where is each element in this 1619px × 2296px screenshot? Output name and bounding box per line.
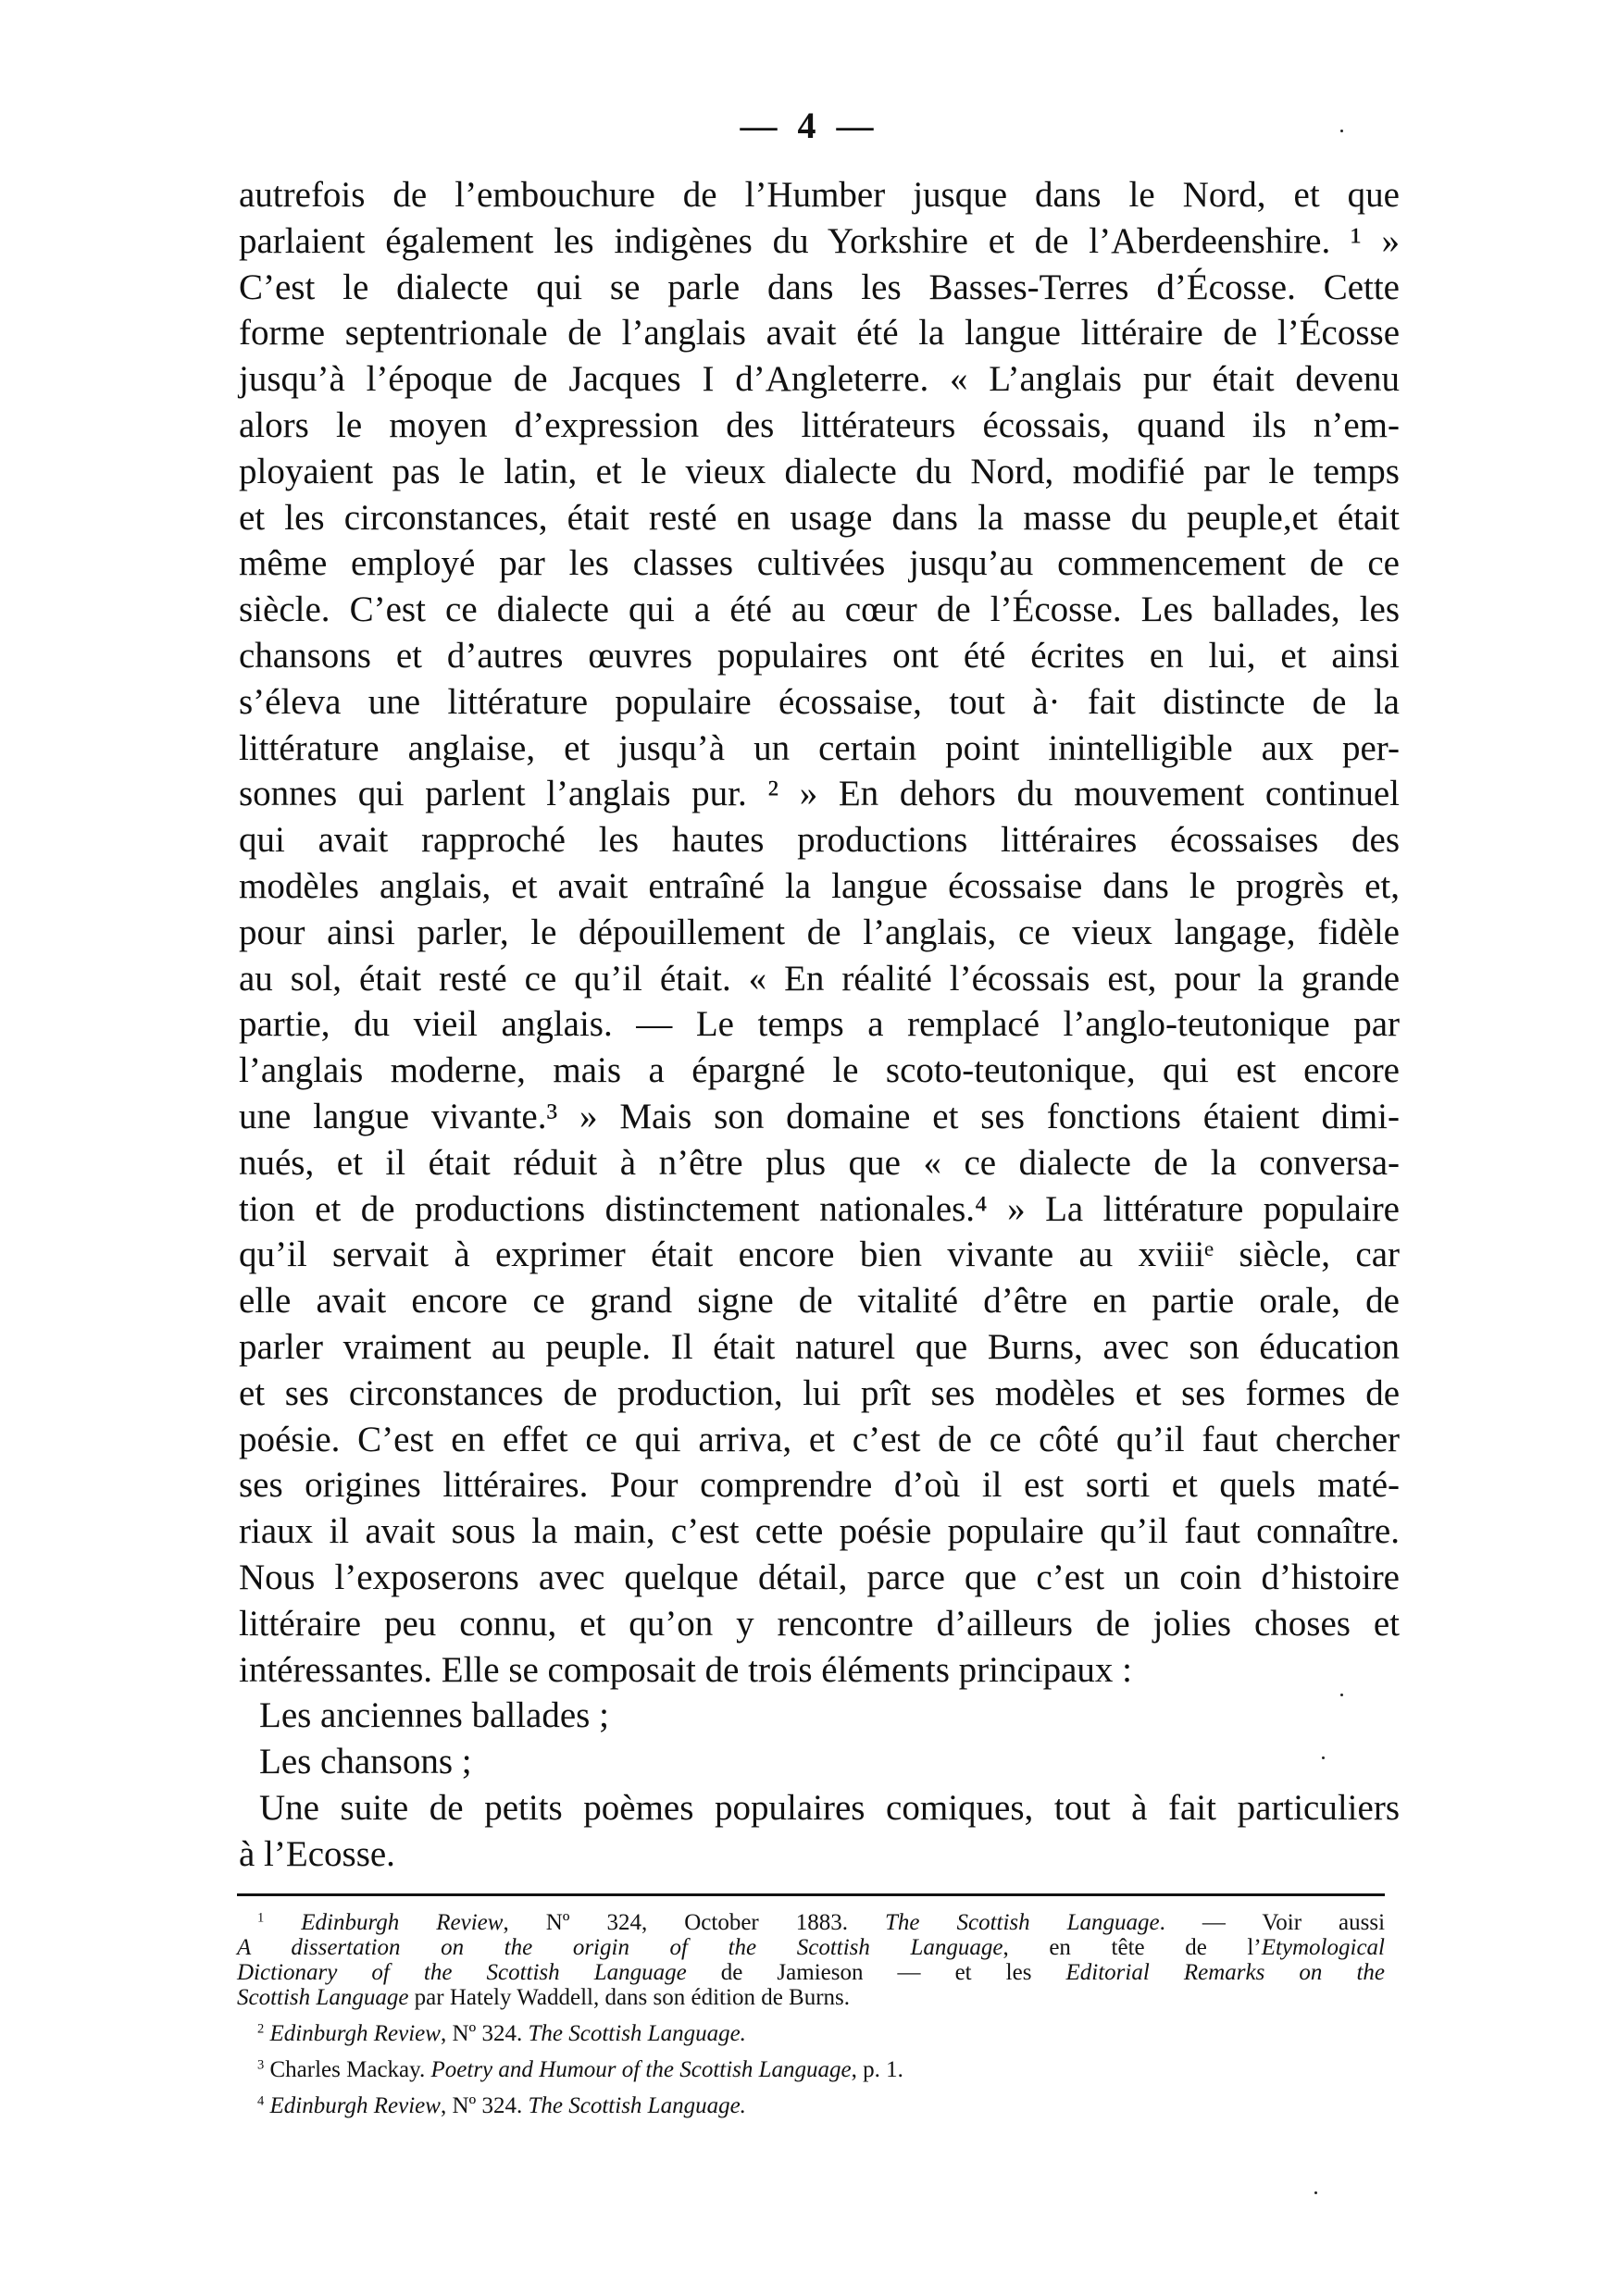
footnote-title: Edinburgh Review — [301, 1910, 504, 1935]
footnote-1-line-2 — [237, 1935, 1385, 1960]
scan-speck — [1340, 1694, 1343, 1696]
body-line: littérature anglaise, et jusqu’à un certain point inintelligible aux per- — [239, 727, 1400, 768]
body-line: autrefois de l’embouchure de l’Humber jusque dans le Nord, et que — [239, 175, 1400, 215]
footnote-marker: 4 — [257, 2093, 265, 2109]
footnote-author: Charles Mackay. — [269, 2057, 431, 2082]
body-line: même employé par les classes cultivées jusqu’au commencement de ce — [239, 543, 1400, 584]
body-line: partie, du vieil anglais. — Le temps a remplacé l’anglo-teutonique par — [239, 1004, 1400, 1045]
footnote-text: par Hately Waddell, dans son édition de Burns. — [408, 1985, 851, 2010]
body-line: pour ainsi parler, le dépouillement de l’anglais, ce vieux langage, fidèle — [239, 912, 1400, 952]
body-line: parlaient également les indigènes du Yorkshire et de l’Aberdeenshire. ¹ » — [239, 220, 1400, 261]
footnote-title: Dictionary of the Scottish Language — [237, 1960, 687, 1985]
body-line: forme septentrionale de l’anglais avait été la langue littéraire de l’Écosse — [239, 313, 1400, 354]
footnote-title: Scottish Language — [237, 1985, 409, 2010]
list-item: Une suite de petits poèmes populaires comiques, tout à fait particuliers — [259, 1787, 1400, 1828]
body-line: poésie. C’est en effet ce qui arriva, et c’est de ce côté qu’il faut chercher — [239, 1419, 1400, 1459]
footnote-text: de Jamieson — et les — [686, 1960, 1066, 1985]
footnote-title: Edinburgh Review — [269, 2021, 441, 2046]
body-line: C’est le dialecte qui se parle dans les Basses-Terres d’Écosse. Cette — [239, 267, 1400, 307]
body-line: sonnes qui parlent l’anglais pur. ² » En dehors du mouvement continuel — [239, 774, 1400, 814]
body-line: tion et de productions distinctement nationales.⁴ » La littérature populaire — [239, 1188, 1400, 1229]
footnote-title: The Scottish Language — [884, 1910, 1160, 1935]
body-line: Nous l’exposerons avec quelque détail, parce que c’est un coin d’histoire — [239, 1557, 1400, 1597]
scan-speck — [1314, 2191, 1317, 2194]
body-line: jusqu’à l’époque de Jacques I d’Angleterre. « L’anglais pur était devenu — [239, 359, 1400, 400]
footnote-text: , en tête de l’ — [1003, 1935, 1262, 1960]
footnote-title: Editorial Remarks on the — [1065, 1960, 1385, 1985]
body-line: modèles anglais, et avait entraîné la langue écossaise dans le progrès et, — [239, 865, 1400, 906]
body-line: qu’il servait à exprimer était encore bien vivante au xviiiᵉ siècle, car — [239, 1235, 1400, 1275]
footnote-separator — [237, 1893, 1385, 1896]
body-line: riaux il avait sous la main, c’est cette poésie populaire qu’il faut connaître. — [239, 1511, 1400, 1552]
page-number: — 4 — — [740, 105, 879, 146]
footnote-1-line-4 — [237, 1985, 1385, 2010]
body-line: l’anglais moderne, mais a épargné le scoto-teutonique, qui est encore — [239, 1050, 1400, 1091]
footnote-4 — [237, 2093, 1385, 2118]
footnote-text: . — Voir aussi — [1159, 1910, 1386, 1935]
body-line: intéressantes. Elle se composait de trois éléments principaux : — [239, 1649, 1132, 1690]
body-line-closing: à l’Ecosse. — [239, 1833, 395, 1874]
footnote-3 — [237, 2057, 1385, 2082]
body-line: littéraire peu connu, et qu’on y rencontre d’ailleurs de jolies choses et — [239, 1603, 1400, 1644]
body-text — [239, 172, 1400, 1877]
footnote-title: Poetry and Humour of the Scottish Language — [430, 2057, 852, 2082]
body-line: une langue vivante.³ » Mais son domaine et ses fonctions étaient dimi- — [239, 1096, 1400, 1136]
body-line: elle avait encore ce grand signe de vitalité d’être en partie orale, de — [239, 1281, 1400, 1322]
scan-speck — [1322, 1756, 1325, 1759]
body-line: ployaient pas le latin, et le vieux dialecte du Nord, modifié par le temps — [239, 451, 1400, 491]
footnote-1-line-1 — [237, 1910, 1385, 1935]
body-line: siècle. C’est ce dialecte qui a été au cœur de l’Écosse. Les ballades, les — [239, 590, 1400, 630]
body-line: ses origines littéraires. Pour comprendre d’où il est sorti et quels maté- — [239, 1465, 1400, 1506]
body-line: alors le moyen d’expression des littérateurs écossais, quand ils n’em- — [239, 404, 1400, 445]
footnote-text: , Nº 324, October 1883. — [503, 1910, 885, 1935]
body-line: s’éleva une littérature populaire écossaise, tout à· fait distincte de la — [239, 681, 1400, 722]
footnote-title: Edinburgh Review — [269, 2093, 441, 2118]
list-item: Les chansons ; — [259, 1742, 472, 1782]
footnote-marker: 3 — [257, 2057, 265, 2073]
footnote-marker: 2 — [257, 2021, 265, 2037]
footnote-2 — [237, 2021, 1385, 2046]
body-line: nués, et il était réduit à n’être plus que « ce dialecte de la conversa- — [239, 1142, 1400, 1183]
footnote-text: , p. 1. — [851, 2057, 903, 2082]
footnote-1-line-3 — [237, 1960, 1385, 1985]
body-line: au sol, était resté ce qu’il était. « En réalité l’écossais est, pour la grande — [239, 958, 1400, 999]
footnote-title: A dissertation on the origin of the Scottish Language — [237, 1935, 1003, 1960]
footnote-title: The Scottish Language. — [528, 2093, 746, 2118]
scan-speck — [1340, 130, 1343, 132]
footnote-marker: 1 — [257, 1910, 265, 1926]
footnote-text: , Nº 324. — [440, 2021, 529, 2046]
list-item: Les anciennes ballades ; — [259, 1695, 609, 1736]
body-line: qui avait rapproché les hautes productions littéraires écossaises des — [239, 820, 1400, 861]
body-line: et ses circonstances de production, lui prît ses modèles et ses formes de — [239, 1372, 1400, 1413]
footnote-title: Etymological — [1261, 1935, 1385, 1960]
footnotes — [237, 1910, 1385, 2118]
footnote-text: , Nº 324. — [440, 2093, 529, 2118]
footnote-title: The Scottish Language. — [528, 2021, 746, 2046]
body-line: et les circonstances, était resté en usage dans la masse du peuple,et était — [239, 497, 1400, 538]
body-line: chansons et d’autres œuvres populaires ont été écrites en lui, et ainsi — [239, 635, 1400, 676]
body-line: parler vraiment au peuple. Il était naturel que Burns, avec son éducation — [239, 1326, 1400, 1367]
